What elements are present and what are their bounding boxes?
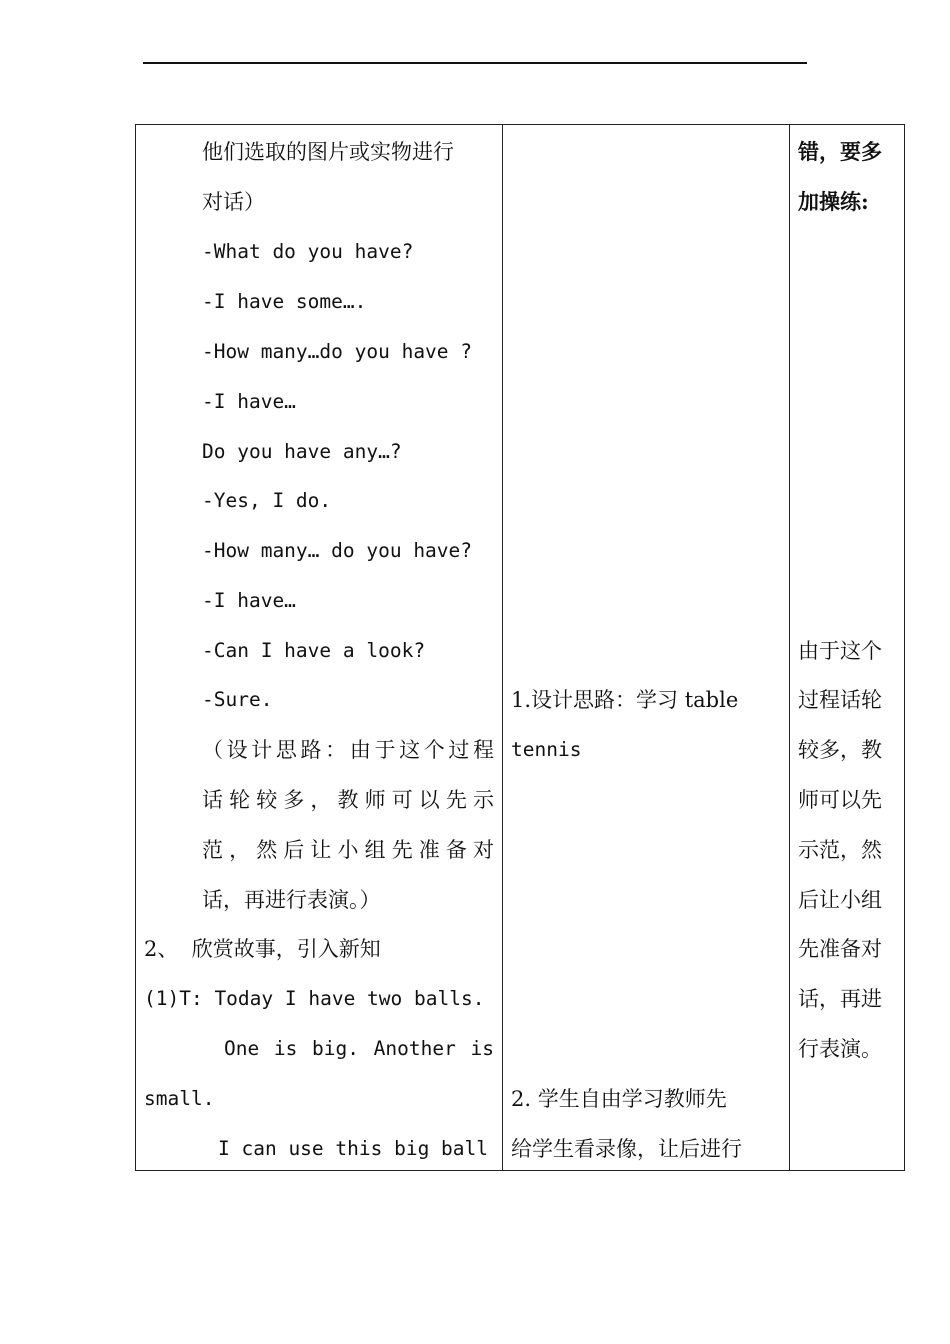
design-intent-column bbox=[503, 125, 790, 1170]
intent-line: 给学生看录像，让后进行 bbox=[511, 1137, 742, 1161]
process-line: One is big. Another is bbox=[224, 1037, 494, 1060]
process-line: small. bbox=[144, 1087, 215, 1110]
design-note-line: 话，再进行表演。） bbox=[202, 888, 381, 912]
design-note-line: 范，然后让小组先准备对 bbox=[202, 838, 494, 862]
process-line: Do you have any…? bbox=[202, 440, 402, 463]
process-line: -I have… bbox=[202, 390, 296, 413]
notes-line: 师可以先 bbox=[798, 788, 882, 812]
process-line: -How many…do you have ? bbox=[202, 340, 473, 363]
process-line: -Can I have a look? bbox=[202, 639, 426, 662]
notes-line: 过程话轮 bbox=[798, 688, 882, 712]
notes-line: 话，再进 bbox=[798, 987, 882, 1011]
notes-line: 由于这个 bbox=[798, 639, 882, 663]
design-note-line: 话轮较多，教师可以先示 bbox=[202, 788, 494, 812]
process-line: (1)T: Today I have two balls. bbox=[144, 987, 485, 1010]
process-line: 对话） bbox=[202, 190, 265, 214]
notes-line: 错，要多 bbox=[798, 139, 882, 164]
notes-line: 先准备对 bbox=[798, 937, 882, 961]
process-line: -I have some…. bbox=[202, 290, 367, 313]
section-heading: 2、 欣赏故事，引入新知 bbox=[144, 937, 381, 961]
process-line: 他们选取的图片或实物进行 bbox=[202, 140, 454, 164]
notes-line: 较多，教 bbox=[798, 738, 882, 762]
process-line: -Sure. bbox=[202, 688, 273, 711]
notes-line: 示范，然 bbox=[798, 838, 882, 862]
process-line: -How many… do you have? bbox=[202, 539, 473, 562]
process-line: I can use this big ball bbox=[218, 1137, 489, 1160]
header-rule bbox=[143, 62, 807, 64]
design-note-line: （设计思路：由于这个过程 bbox=[202, 738, 494, 762]
notes-line: 后让小组 bbox=[798, 888, 882, 912]
teaching-process-column bbox=[136, 125, 503, 1170]
notes-line: 加操练: bbox=[798, 189, 869, 214]
intent-line: tennis bbox=[511, 738, 582, 761]
process-line: -What do you have? bbox=[202, 240, 414, 263]
notes-column bbox=[790, 125, 904, 1170]
intent-line: 1.设计思路：学习 table bbox=[511, 688, 739, 712]
lesson-plan-table bbox=[135, 124, 905, 1171]
notes-line: 行表演。 bbox=[798, 1037, 882, 1061]
intent-line: 2. 学生自由学习教师先 bbox=[511, 1087, 727, 1111]
process-line: -I have… bbox=[202, 589, 296, 612]
process-line: -Yes, I do. bbox=[202, 489, 332, 512]
